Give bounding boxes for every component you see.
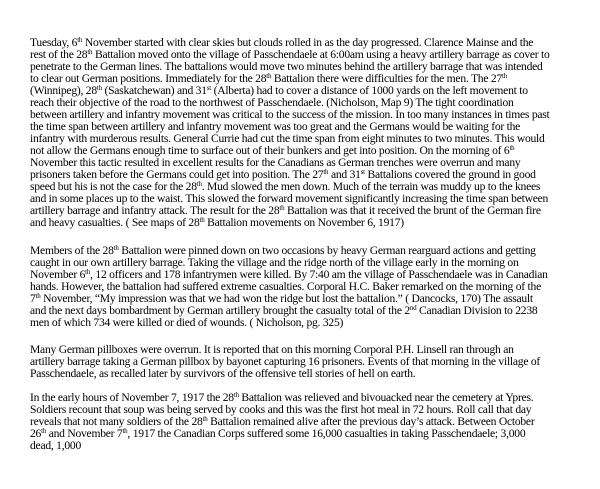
text-run: 7 <box>30 292 36 305</box>
text-run: Battalion was that it received the brunt of the German fire <box>284 204 541 217</box>
text-run: . Mud slowed the men down. Much of the terrain was muddy up to the knees <box>201 180 541 193</box>
superscript: th <box>266 72 272 80</box>
superscript: th <box>202 415 208 423</box>
text-run: the time span between artillery and infantry movement was too great and the Germans would be waiting for the <box>30 120 521 133</box>
text-run: In the early hours of November 7, 1917 the 28 <box>30 391 234 404</box>
superscript: th <box>323 168 329 176</box>
text-run: reach their objective of the road to the northwest of Passchendaele. (Nicholson, Map 9) The tight coordination <box>30 96 514 109</box>
text-line <box>30 428 590 440</box>
superscript: nd <box>409 304 417 312</box>
text-run: men of which 734 were killed or died of wounds. ( Nicholson, pg. 325) <box>30 316 344 329</box>
text-run: rest of the 28 <box>30 48 88 61</box>
text-run: (Saskatchewan) and 31 <box>101 84 207 97</box>
superscript: th <box>85 268 91 276</box>
text-run: Battalion was relieved and bivouacked near the cemetery at Ypres. <box>238 391 534 404</box>
text-run: hands. However, the battalion had suffered extreme casualties. Corporal H.C. Baker remarked on the morning of the <box>30 280 541 293</box>
text-run: artillery barrage taking a German pillbox by bayonet capturing 16 prisoners. Events of that morning in the village of <box>30 355 541 368</box>
superscript: th <box>87 48 93 56</box>
text-run: Battalion there were difficulties for the men. The 27 <box>271 72 502 85</box>
superscript: th <box>113 244 119 252</box>
text-run: Soldiers recount that soup was being served by cooks and this was the first hot meal in 72 hours. Roll call that day <box>30 403 532 416</box>
text-run: and heavy casualties. ( See maps of 28 <box>30 216 200 229</box>
superscript: st <box>206 84 211 92</box>
superscript: th <box>233 391 239 399</box>
text-run: Battalion were pinned down on two occasions by heavy German rearguard actions and getting <box>118 244 536 257</box>
text-run: not allow the Germans enough time to surface out of their bunkers and get into position. On the morning of 6 <box>30 144 510 157</box>
text-run: Many German pillboxes were overrun. It is reported that on this morning Corporal P.H. Linsell ran through an <box>30 343 514 356</box>
text-run: Tuesday, 6 <box>30 36 78 49</box>
text-run: dead, 1,000 <box>30 439 82 452</box>
text-run: and 31 <box>328 168 361 181</box>
text-run: reveals that not many soldiers of the 28 <box>30 415 203 428</box>
text-run: , 1917 the Canadian Corps suffered some 16,000 casualties in taking Passchendaele; 3,000 <box>127 427 526 440</box>
text-run: , 12 officers and 178 infantrymen were killed. By 7:40 am the village of Passchendaele was in Canadian <box>90 268 548 281</box>
paragraph-relief <box>30 392 590 452</box>
superscript: th <box>35 292 41 300</box>
text-run: and in some places up to the waist. This slowed the forward movement significantly increasing the time span between <box>30 192 549 205</box>
text-run: November this tactic resulted in excellent results for the Canadians as German trenches were overrun and many <box>30 156 521 169</box>
text-run: (Alberta) had to cover a distance of 1000 yards on the left movement to <box>210 84 528 97</box>
text-run: speed but his is not the case for the 28 <box>30 180 197 193</box>
text-run: November, “My impression was that we had won the ridge but lost the battalion.” ( Dancocks, 170) The assault <box>40 292 533 305</box>
superscript: th <box>199 216 205 224</box>
text-run: infantry with murderous results. General Currie had cut the time span from eight minutes to two minutes. This would <box>30 132 545 145</box>
text-run: Battalions covered the ground in good <box>364 168 536 181</box>
text-run: to clear out German positions. Immediately for the 28 <box>30 72 267 85</box>
text-run: Canadian Division to 2238 <box>416 304 538 317</box>
paragraph-casualties <box>30 245 590 329</box>
text-run: and the next days bombardment by German artillery brought the casualty total of the 2 <box>30 304 410 317</box>
text-line <box>30 440 590 452</box>
text-run: Battalion remained alive after the previous day’s attack. Between October <box>207 415 535 428</box>
text-run: and November 7 <box>46 427 123 440</box>
text-run: November 6 <box>30 268 86 281</box>
superscript: th <box>196 180 202 188</box>
text-line <box>30 217 590 229</box>
text-run: 26 <box>30 427 42 440</box>
superscript: th <box>41 427 47 435</box>
superscript: th <box>96 84 102 92</box>
superscript: th <box>279 204 285 212</box>
text-run: penetrate to the German lines. The battalions would move two minutes behind the artillery barrage that was intended <box>30 60 543 73</box>
text-run: caught in our own artillery barrage. Taking the village and the ridge north of the village early in the morning on <box>30 256 519 269</box>
paragraph-advance <box>30 37 590 229</box>
text-run: November started with clear skies but clouds rolled in as the day progressed. Clarence Mainse and the <box>82 36 534 49</box>
text-run: Battalion movements on November 6, 1917) <box>204 216 404 229</box>
superscript: th <box>501 72 507 80</box>
text-run: artillery barrage and infantry attack. The result for the 28 <box>30 204 280 217</box>
text-run: prisoners taken before the Germans could get into position. The 27 <box>30 168 324 181</box>
text-run: Members of the 28 <box>30 244 114 257</box>
superscript: st <box>360 168 365 176</box>
text-run: between artillery and infantry movement was critical to the success of the mission. In too many instances in times past <box>30 108 550 121</box>
text-line <box>30 317 590 329</box>
text-line <box>30 368 590 380</box>
superscript: th <box>77 36 83 44</box>
paragraph-pillboxes <box>30 344 590 380</box>
superscript: th <box>509 144 515 152</box>
text-run: Passchendaele, as recalled later by survivors of the offensive tell stories of hell on earth. <box>30 367 416 380</box>
superscript: th <box>122 427 128 435</box>
text-run: (Winnipeg), 28 <box>30 84 97 97</box>
text-run: Battalion moved onto the village of Passchendaele at 6:00am using a heavy artillery barrage as cover to <box>92 48 550 61</box>
